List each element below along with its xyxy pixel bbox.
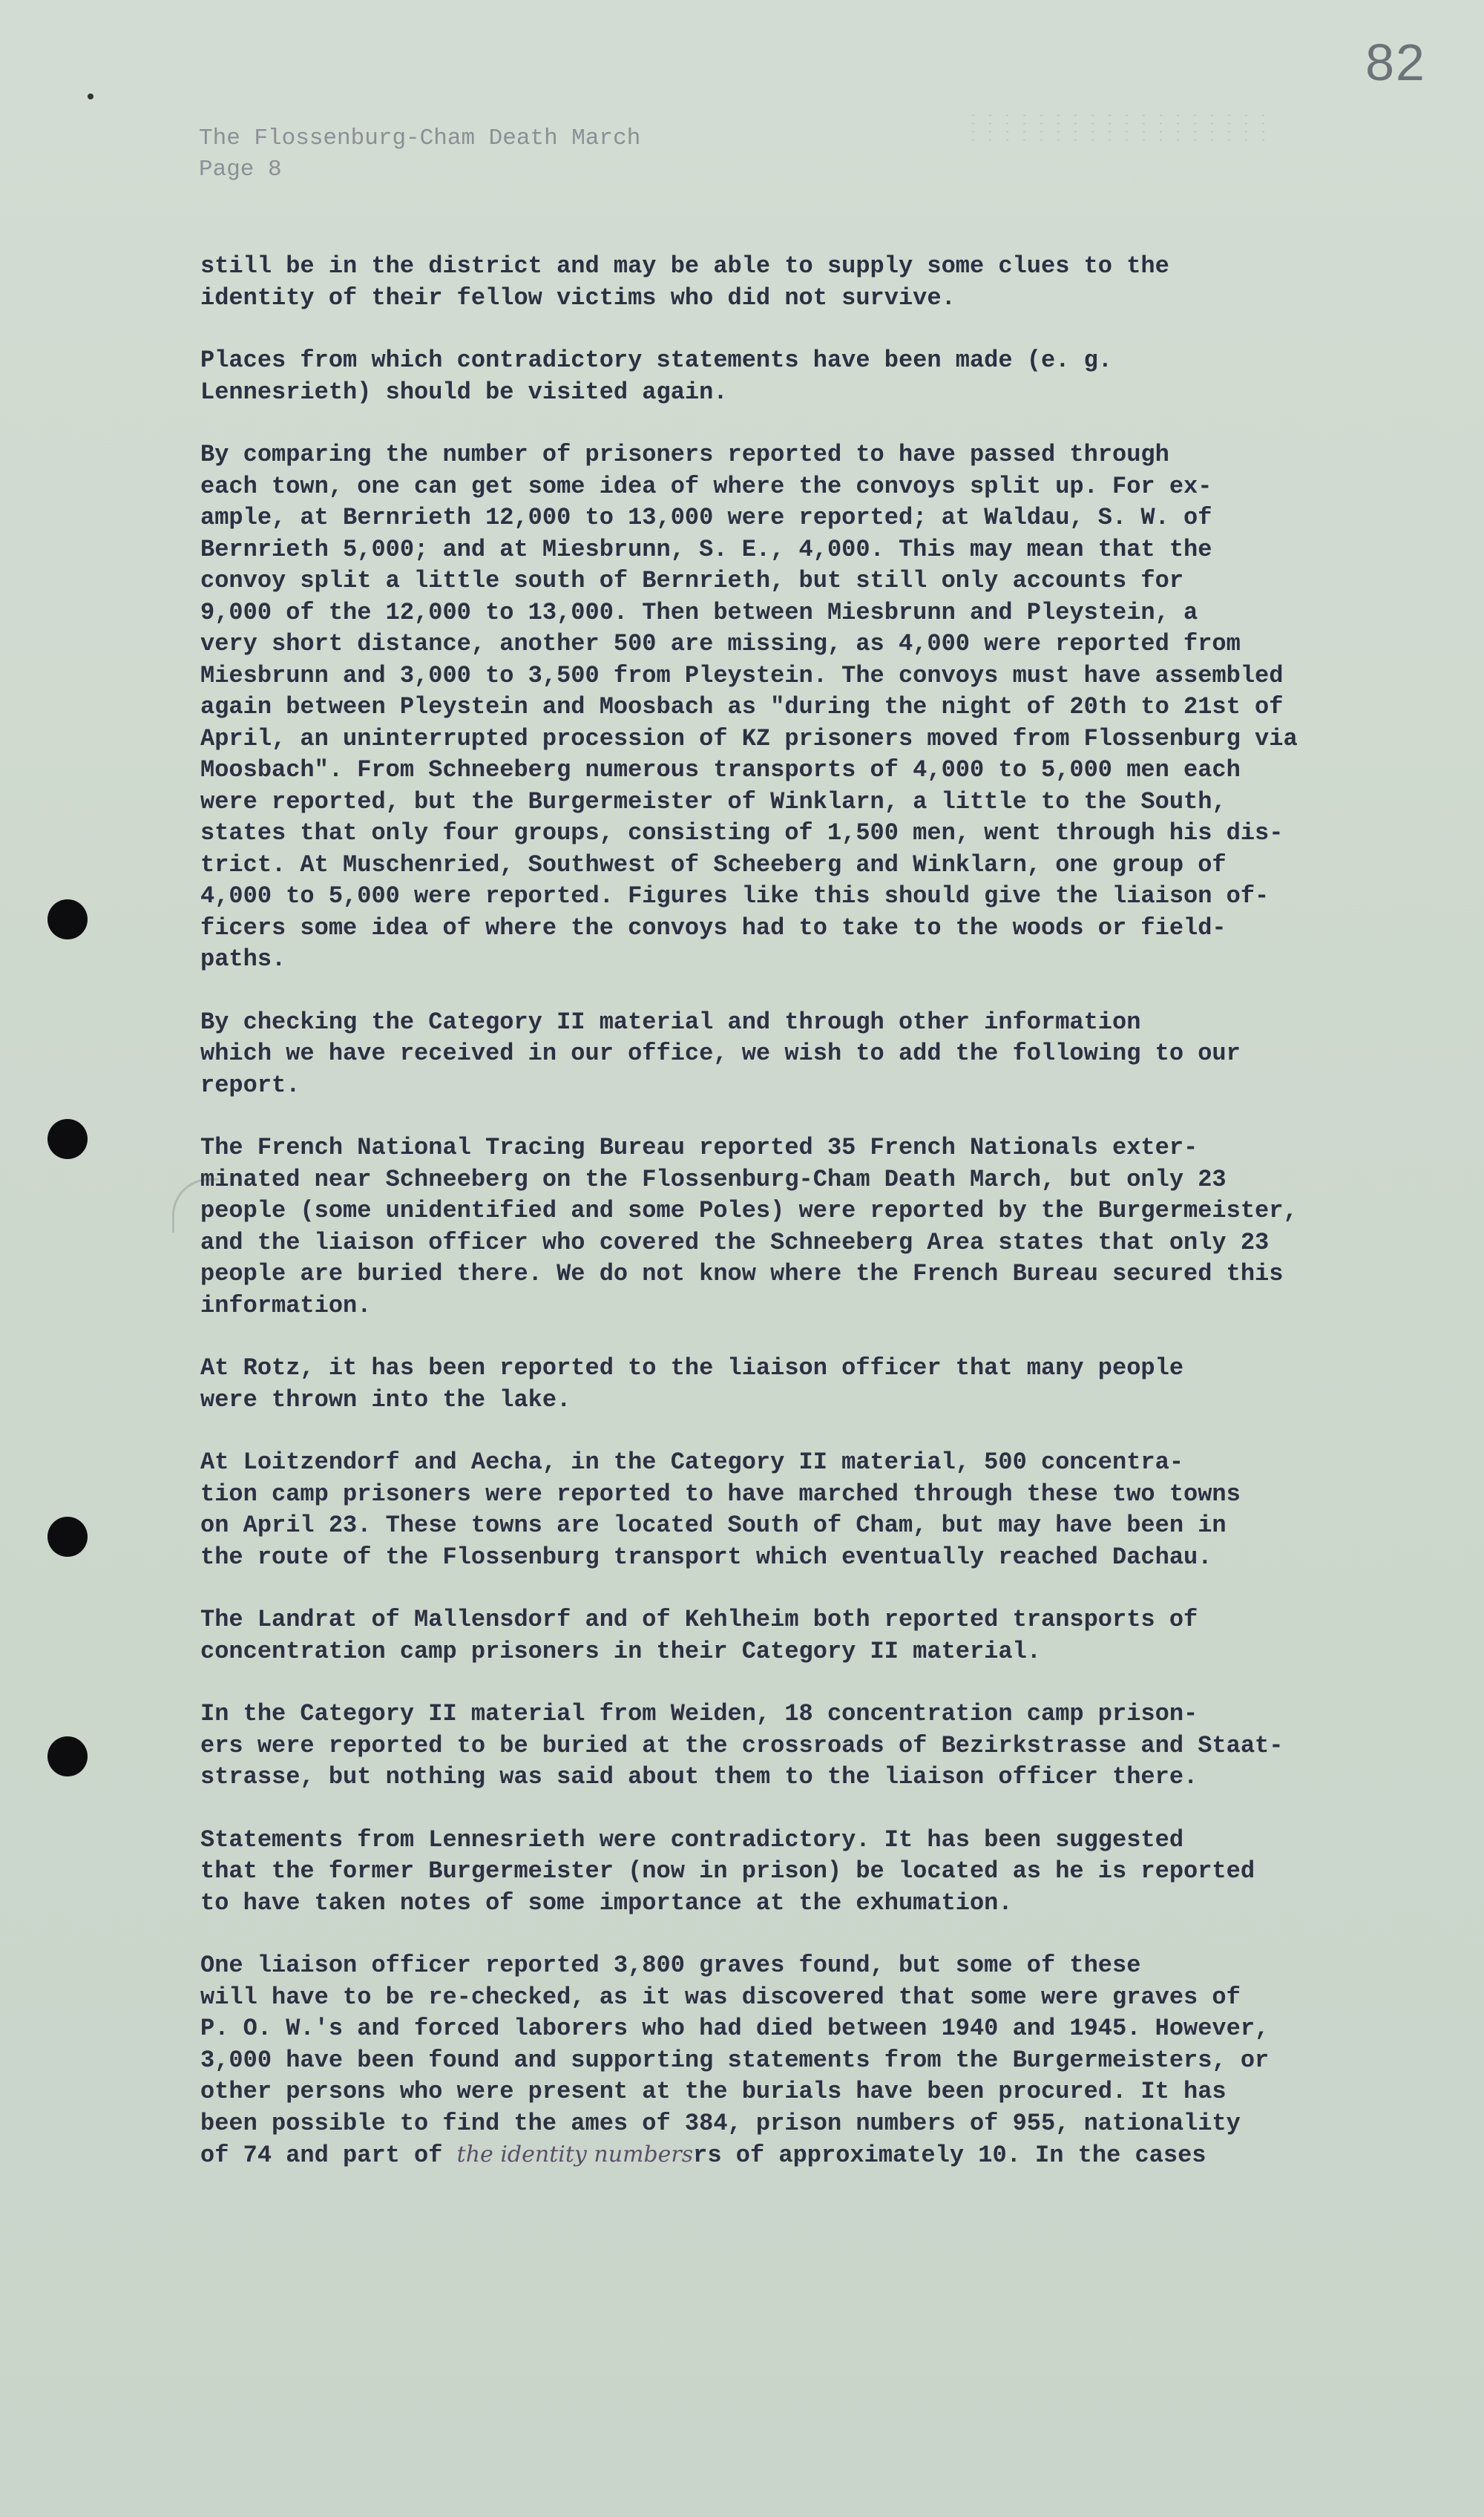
- text-line: ample, at Bernrieth 12,000 to 13,000 were reported; at Waldau, S. W. of: [200, 504, 1212, 531]
- paragraph-gap: [200, 1101, 1402, 1132]
- paragraph: [200, 1950, 1402, 2172]
- text-line: Moosbach". From Schneeberg numerous transports of 4,000 to 5,000 men each: [200, 756, 1241, 784]
- text-line: that the former Burgermeister (now in prison) be located as he is reported: [200, 1857, 1255, 1885]
- paragraph-gap: [200, 1416, 1402, 1447]
- text-line: strasse, but nothing was said about them to the liaison officer there.: [200, 1763, 1198, 1791]
- text-line: minated near Schneeberg on the Flossenburg-Cham Death March, but only 23: [200, 1165, 1227, 1193]
- text-line: April, an uninterrupted procession of KZ prisoners moved from Flossenburg via: [200, 724, 1298, 752]
- paragraph: [200, 439, 1402, 976]
- text-line: 4,000 to 5,000 were reported. Figures like this should give the liaison of-: [200, 882, 1270, 910]
- text-line: 9,000 of the 12,000 to 13,000. Then between Miesbrunn and Pleystein, a: [200, 598, 1198, 626]
- text-line: report.: [200, 1071, 301, 1099]
- text-line: identity of their fellow victims who did not survive.: [200, 283, 956, 312]
- paragraph-gap: [200, 1794, 1402, 1825]
- paragraph-gap: [200, 1667, 1402, 1699]
- text-line: were reported, but the Burgermeister of Winklarn, a little to the South,: [200, 787, 1227, 816]
- text-line: ers were reported to be buried at the crossroads of Bezirkstrasse and Staat-: [200, 1731, 1284, 1759]
- document-header: [199, 123, 640, 186]
- paragraph-gap: [200, 1322, 1402, 1353]
- text-line: information.: [200, 1291, 372, 1319]
- text-line: will have to be re-checked, as it was discovered that some were graves of: [200, 1983, 1241, 2011]
- text-line: The French National Tracing Bureau reported 35 French Nationals exter-: [200, 1134, 1198, 1161]
- text-line: the route of the Flossenburg transport which eventually reached Dachau.: [200, 1543, 1212, 1571]
- paragraph: [200, 1825, 1402, 1920]
- text-line: paths.: [200, 945, 286, 973]
- text-line: Lennesrieth) should be visited again.: [200, 378, 728, 406]
- text-line: At Rotz, it has been reported to the liaison officer that many people: [200, 1354, 1184, 1382]
- paragraph: [200, 345, 1402, 408]
- handwritten-insertion: the identity numbers: [456, 2142, 694, 2167]
- text-line: states that only four groups, consisting of 1,500 men, went through his dis-: [200, 819, 1284, 847]
- text-line: Places from which contradictory statements have been made (e. g.: [200, 347, 1112, 374]
- text-fragment: rs of approximately 10. In the cases: [693, 2142, 1206, 2169]
- text-line: on April 23. These towns are located South of Cham, but may have been in: [200, 1512, 1227, 1539]
- text-line: people (some unidentified and some Poles) were reported by the Burgermeister,: [200, 1197, 1298, 1224]
- punch-hole: [47, 1119, 88, 1159]
- text-line: been possible to find the ames of 384, prison numbers of 955, nationality: [200, 2109, 1241, 2137]
- text-line: still be in the district and may be able to supply some clues to the: [200, 252, 1169, 280]
- text-line: At Loitzendorf and Aecha, in the Category II material, 500 concentra-: [200, 1448, 1184, 1476]
- text-line: which we have received in our office, we wish to add the following to our: [200, 1040, 1241, 1067]
- text-line: trict. At Muschenried, Southwest of Scheeberg and Winklarn, one group of: [200, 850, 1227, 879]
- text-line: 3,000 have been found and supporting statements from the Burgermeisters, or: [200, 2046, 1270, 2074]
- paragraph-gap: [200, 976, 1402, 1007]
- paragraph-gap: [200, 1919, 1402, 1950]
- text-line: other persons who were present at the burials have been procured. It has: [200, 2078, 1227, 2105]
- punch-hole: [47, 1736, 88, 1776]
- text-line: each town, one can get some idea of where the convoys split up. For ex-: [200, 472, 1212, 500]
- text-line: to have taken notes of some importance at the exhumation.: [200, 1888, 1013, 1917]
- text-line: Bernrieth 5,000; and at Miesbrunn, S. E., 4,000. This may mean that the: [200, 535, 1212, 563]
- paragraph: [200, 1007, 1402, 1102]
- text-line: [200, 2139, 1402, 2172]
- header-page: Page 8: [199, 157, 282, 183]
- punch-hole: [47, 1517, 88, 1557]
- text-line: and the liaison officer who covered the Schneeberg Area states that only 23: [200, 1228, 1270, 1256]
- text-line: were thrown into the lake.: [200, 1385, 571, 1414]
- header-title: The Flossenburg-Cham Death March: [199, 125, 641, 151]
- paragraph: [200, 1132, 1402, 1322]
- text-line: Statements from Lennesrieth were contradictory. It has been suggested: [200, 1825, 1184, 1854]
- text-line: again between Pleystein and Moosbach as "during the night of 20th to 21st of: [200, 693, 1284, 721]
- paragraph-gap: [200, 408, 1402, 439]
- text-line: people are buried there. We do not know where the French Bureau secured this: [200, 1260, 1284, 1287]
- text-line: The Landrat of Mallensdorf and of Kehlheim both reported transports of: [200, 1606, 1198, 1633]
- text-line: concentration camp prisoners in their Category II material.: [200, 1637, 1041, 1665]
- paragraph: [200, 1604, 1402, 1667]
- text-line: very short distance, another 500 are missing, as 4,000 were reported from: [200, 630, 1241, 657]
- text-line: convoy split a little south of Bernrieth, but still only accounts for: [200, 567, 1184, 594]
- text-line: One liaison officer reported 3,800 graves found, but some of these: [200, 1952, 1141, 1979]
- paper-mark: [88, 93, 93, 99]
- paragraph: [200, 251, 1402, 314]
- paragraph: [200, 1447, 1402, 1573]
- text-line: Miesbrunn and 3,000 to 3,500 from Pleystein. The convoys must have assembled: [200, 661, 1284, 689]
- punch-hole: [47, 899, 88, 939]
- text-fragment: of 74 and part of: [200, 2142, 457, 2169]
- paragraph-gap: [200, 314, 1402, 345]
- text-line: ficers some idea of where the convoys had to take to the woods or field-: [200, 913, 1227, 942]
- text-line: P. O. W.'s and forced laborers who had died between 1940 and 1945. However,: [200, 2015, 1270, 2042]
- paragraph: [200, 1353, 1402, 1416]
- text-line: By comparing the number of prisoners reported to have passed through: [200, 441, 1169, 468]
- document-body: [200, 251, 1402, 2172]
- text-line: tion camp prisoners were reported to have marched through these two towns: [200, 1480, 1241, 1508]
- paragraph-gap: [200, 1573, 1402, 1604]
- text-line: By checking the Category II material and through other information: [200, 1008, 1141, 1036]
- paragraph: [200, 1699, 1402, 1794]
- page-number: 82: [1365, 33, 1426, 91]
- text-line: In the Category II material from Weiden, 18 concentration camp prison-: [200, 1700, 1198, 1727]
- paper-speckle: [965, 111, 1276, 141]
